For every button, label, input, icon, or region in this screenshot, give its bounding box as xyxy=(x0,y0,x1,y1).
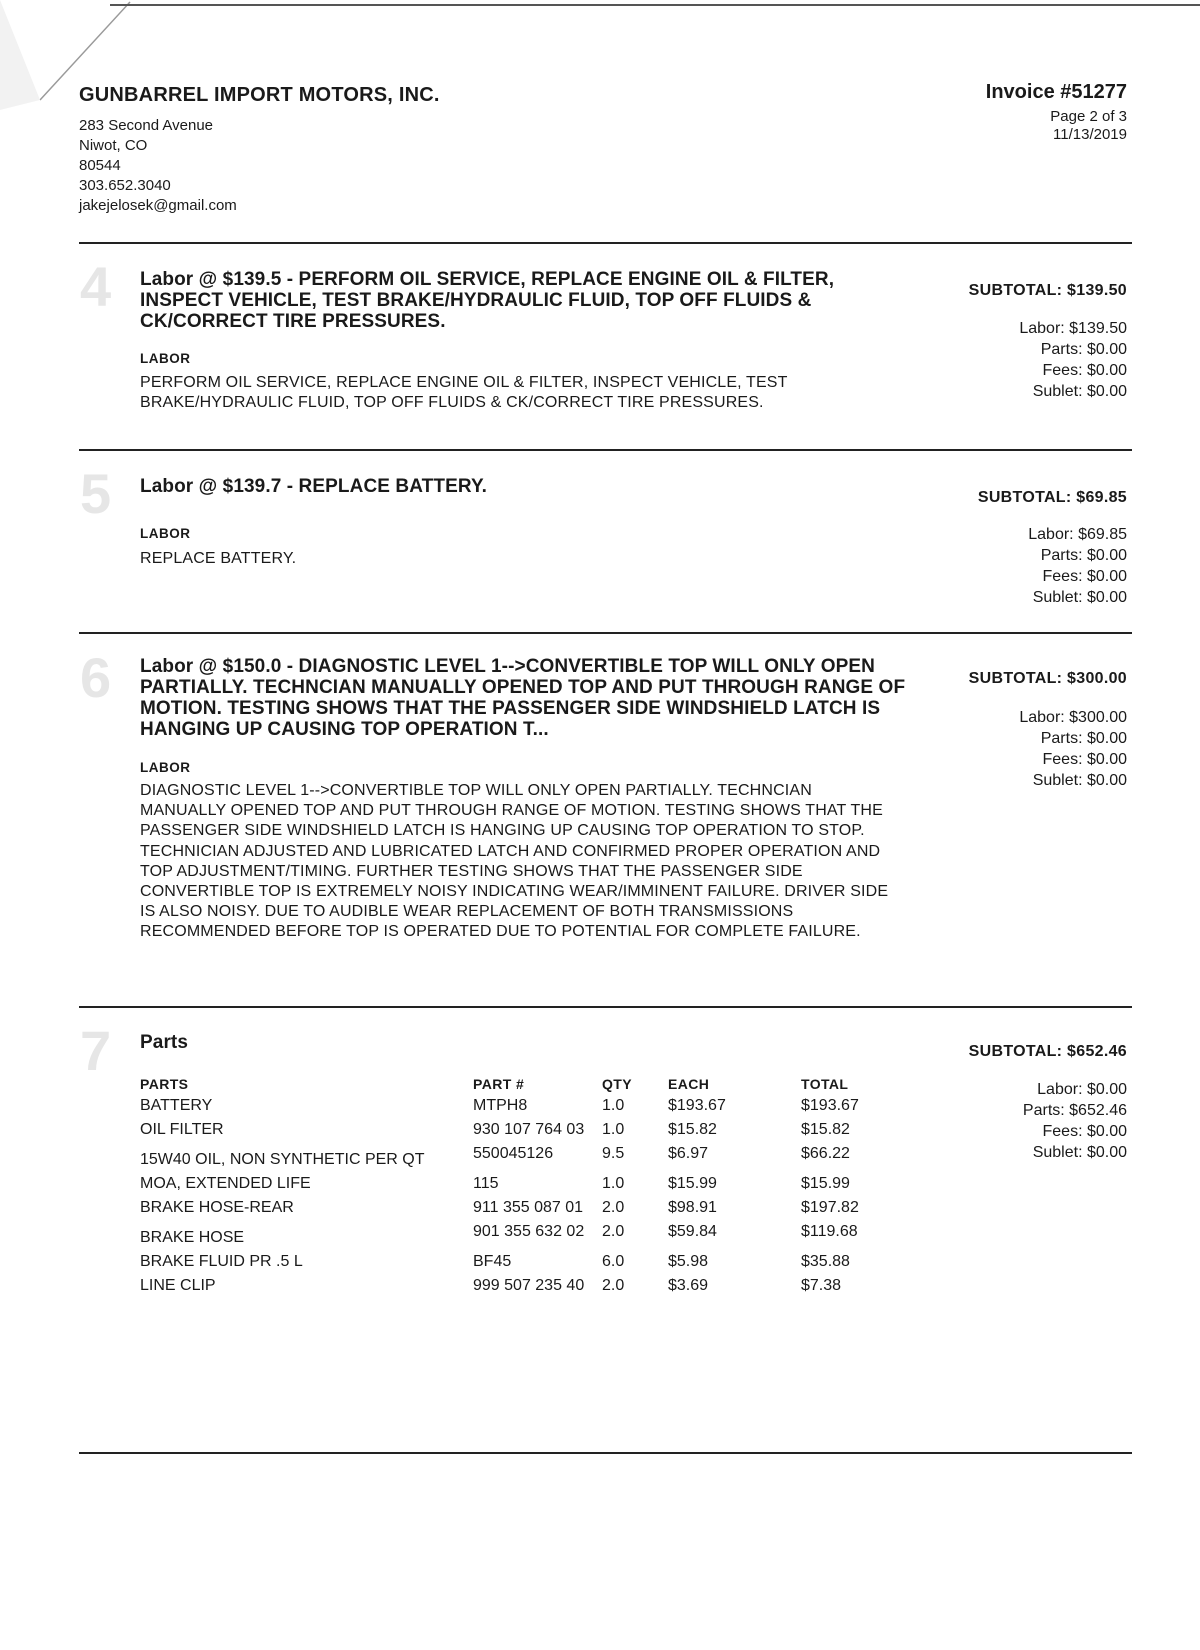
section-divider xyxy=(79,1006,1132,1008)
parts-amount: Parts: $652.46 xyxy=(1022,1102,1127,1119)
job-subtotal: SUBTOTAL: $69.85 xyxy=(977,489,1127,506)
invoice-date: 11/13/2019 xyxy=(1053,126,1127,143)
address-street: 283 Second Avenue xyxy=(79,117,214,134)
table-row xyxy=(140,1276,901,1300)
part-qty: 9.5 xyxy=(602,1145,625,1162)
part-each: $193.67 xyxy=(668,1097,726,1114)
part-number: 999 507 235 40 xyxy=(473,1277,585,1294)
part-qty: 2.0 xyxy=(602,1199,625,1216)
header-parts: PARTS xyxy=(140,1076,189,1092)
part-name: BRAKE FLUID PR .5 L xyxy=(140,1253,303,1270)
table-row xyxy=(140,1174,901,1198)
table-row xyxy=(140,1144,901,1174)
address-zip: 80544 xyxy=(79,157,121,174)
header-part-number: PART # xyxy=(473,1076,525,1092)
part-qty: 1.0 xyxy=(602,1175,625,1192)
part-name: BRAKE HOSE xyxy=(140,1229,245,1246)
parts-amount: Parts: $0.00 xyxy=(1040,341,1127,358)
part-qty: 2.0 xyxy=(602,1223,625,1240)
labor-amount: Labor: $0.00 xyxy=(1037,1081,1127,1098)
job-title: Labor @ $139.5 - PERFORM OIL SERVICE, REPLACE ENGINE OIL & FILTER, INSPECT VEHICLE, TEST BRAKE/HYDRAULIC FLUID, TOP OFF FLUIDS & CK/CORRECT TIRE PRESSURES. xyxy=(140,269,835,332)
company-address xyxy=(79,116,237,216)
part-name: OIL FILTER xyxy=(140,1121,224,1138)
address-city: Niwot, CO xyxy=(79,137,148,154)
job-section-label: LABOR xyxy=(140,351,191,366)
company-phone: 303.652.3040 xyxy=(79,177,171,194)
part-total: $119.68 xyxy=(801,1223,858,1240)
job-section-label: LABOR xyxy=(140,526,191,541)
sublet-amount: Sublet: $0.00 xyxy=(1032,772,1127,789)
invoice-number: Invoice #51277 xyxy=(985,81,1127,103)
part-number: BF45 xyxy=(473,1253,512,1270)
part-number: 901 355 632 02 xyxy=(473,1223,585,1240)
part-each: $15.99 xyxy=(668,1175,717,1192)
job-number: 7 xyxy=(80,1019,112,1082)
header-qty: QTY xyxy=(602,1076,632,1092)
header-each: EACH xyxy=(668,1076,710,1092)
invoice-page: Page 2 of 3 xyxy=(1050,108,1127,125)
part-total: $7.38 xyxy=(801,1277,842,1294)
table-row xyxy=(140,1222,901,1252)
job-breakdown xyxy=(1028,524,1127,608)
labor-amount: Labor: $69.85 xyxy=(1028,526,1127,543)
fees-amount: Fees: $0.00 xyxy=(1042,568,1127,585)
header-total: TOTAL xyxy=(801,1076,849,1092)
part-total: $35.88 xyxy=(801,1253,850,1270)
part-number: 550045126 xyxy=(473,1145,554,1162)
part-total: $15.82 xyxy=(801,1121,850,1138)
sublet-amount: Sublet: $0.00 xyxy=(1032,1144,1127,1161)
parts-amount: Parts: $0.00 xyxy=(1040,730,1127,747)
part-total: $197.82 xyxy=(801,1199,859,1216)
part-each: $5.98 xyxy=(668,1253,709,1270)
job-section-label: LABOR xyxy=(140,760,191,775)
job-number: 4 xyxy=(80,255,112,318)
part-name: MOA, EXTENDED LIFE xyxy=(140,1175,311,1192)
parts-table-header xyxy=(140,1076,901,1096)
part-name: BRAKE HOSE-REAR xyxy=(140,1199,294,1216)
part-each: $98.91 xyxy=(668,1199,717,1216)
job-title: Labor @ $150.0 - DIAGNOSTIC LEVEL 1-->CONVERTIBLE TOP WILL ONLY OPEN PARTIALLY. TECHNCIAN MANUALLY OPENED TOP AND PUT THROUGH RANGE OF MOTION. TESTING SHOWS THAT THE PASSENGER SIDE WINDSHIELD LATCH IS HANGING UP CAUSING TOP OPERATION T... xyxy=(140,656,906,740)
fees-amount: Fees: $0.00 xyxy=(1042,362,1127,379)
job-number: 5 xyxy=(80,462,112,525)
part-total: $193.67 xyxy=(801,1097,859,1114)
part-number: MTPH8 xyxy=(473,1097,528,1114)
parts-amount: Parts: $0.00 xyxy=(1040,547,1127,564)
section-divider xyxy=(79,632,1132,634)
parts-table xyxy=(140,1076,901,1300)
part-number: 911 355 087 01 xyxy=(473,1199,584,1216)
company-name: GUNBARREL IMPORT MOTORS, INC. xyxy=(79,84,440,106)
section-divider xyxy=(79,1452,1132,1454)
job-title: Labor @ $139.7 - REPLACE BATTERY. xyxy=(140,476,488,497)
job-breakdown xyxy=(1019,318,1127,402)
sublet-amount: Sublet: $0.00 xyxy=(1032,383,1127,400)
invoice-info xyxy=(986,81,1127,144)
part-each: $3.69 xyxy=(668,1277,709,1294)
table-row xyxy=(140,1120,901,1144)
fees-amount: Fees: $0.00 xyxy=(1042,751,1127,768)
part-total: $66.22 xyxy=(801,1145,850,1162)
part-name: BATTERY xyxy=(140,1097,213,1114)
section-divider xyxy=(79,242,1132,244)
labor-amount: Labor: $300.00 xyxy=(1019,709,1127,726)
part-qty: 1.0 xyxy=(602,1121,625,1138)
part-number: 115 xyxy=(473,1175,499,1192)
part-name: 15W40 OIL, NON SYNTHETIC PER QT xyxy=(140,1151,425,1168)
job-description: DIAGNOSTIC LEVEL 1-->CONVERTIBLE TOP WILL ONLY OPEN PARTIALLY. TECHNCIAN MANUALLY OPENED TOP AND PUT THROUGH RANGE OF MOTION. TESTING SHOWS THAT THE PASSENGER SIDE WINDSHIELD LATCH IS HANGING UP CAUSING TOP OPERATION TO STOP. TECHNICIAN ADJUSTED AND LUBRICATED LATCH AND CONFIRMED PROPER OPERATION AND TOP ADJUSTMENT/TIMING. FURTHER TESTING SHOWS THAT THE PASSENGER SIDE CONVERTIBLE TOP IS EXTREMELY NOISY INDICATING WEAR/IMMINENT FAILURE. DRIVER SIDE IS ALSO NOISY. DUE TO AUDIBLE WEAR REPLACEMENT OF BOTH TRANSMISSIONS RECOMMENDED BEFORE TOP IS OPERATED DUE TO POTENTIAL FOR COMPLETE FAILURE. xyxy=(140,782,889,941)
part-each: $15.82 xyxy=(668,1121,717,1138)
job-description: REPLACE BATTERY. xyxy=(140,550,297,567)
job-number: 6 xyxy=(80,646,112,709)
company-email: jakejelosek@gmail.com xyxy=(79,197,237,214)
job-breakdown xyxy=(1019,707,1127,791)
job-description: PERFORM OIL SERVICE, REPLACE ENGINE OIL & FILTER, INSPECT VEHICLE, TEST BRAKE/HYDRAULIC FLUID, TOP OFF FLUIDS & CK/CORRECT TIRE PRESSURES. xyxy=(140,374,788,412)
job-subtotal: SUBTOTAL: $652.46 xyxy=(968,1043,1127,1060)
part-qty: 2.0 xyxy=(602,1277,625,1294)
section-divider xyxy=(79,449,1132,451)
part-qty: 6.0 xyxy=(602,1253,625,1270)
table-row xyxy=(140,1252,901,1276)
job-title: Parts xyxy=(140,1032,189,1053)
part-total: $15.99 xyxy=(801,1175,850,1192)
fees-amount: Fees: $0.00 xyxy=(1042,1123,1127,1140)
part-each: $59.84 xyxy=(668,1223,717,1240)
job-breakdown xyxy=(1023,1079,1127,1163)
part-number: 930 107 764 03 xyxy=(473,1121,585,1138)
part-name: LINE CLIP xyxy=(140,1277,216,1294)
sublet-amount: Sublet: $0.00 xyxy=(1032,589,1127,606)
table-row xyxy=(140,1096,901,1120)
part-each: $6.97 xyxy=(668,1145,709,1162)
table-row xyxy=(140,1198,901,1222)
part-qty: 1.0 xyxy=(602,1097,625,1114)
labor-amount: Labor: $139.50 xyxy=(1019,320,1127,337)
job-subtotal: SUBTOTAL: $300.00 xyxy=(968,670,1127,687)
scan-top-edge xyxy=(110,4,1200,6)
job-subtotal: SUBTOTAL: $139.50 xyxy=(968,282,1127,299)
